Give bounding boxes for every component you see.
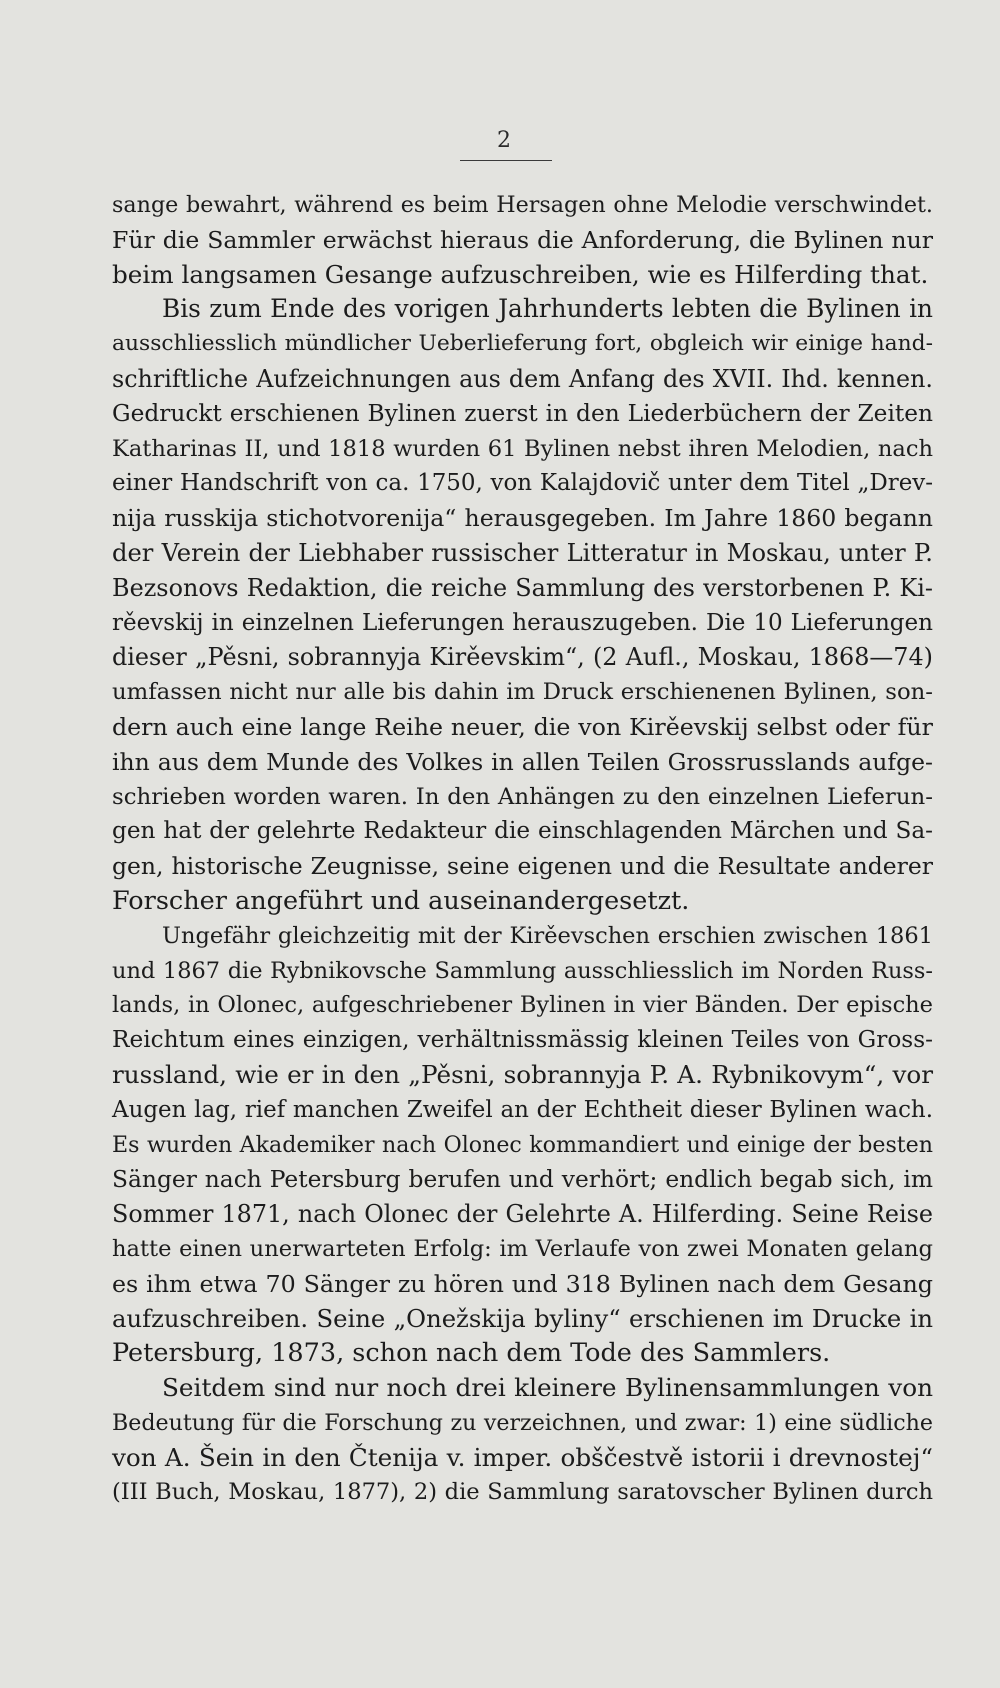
text-line: Katharinas II, und 1818 wurden 61 Bylinen nebst ihren Melodien, nach [112, 435, 933, 462]
text-line: ausschliesslich mündlicher Ueberlieferung fort, obgleich wir einige hand- [112, 331, 933, 357]
text-line: Sänger nach Petersburg berufen und verhört; endlich begab sich, im [112, 1165, 933, 1194]
text-line: aufzuschreiben. Seine „Onežskija byliny“ erschienen im Drucke in [112, 1303, 933, 1333]
text-line: gen hat der gelehrte Redakteur die einschlagenden Märchen und Sa- [112, 817, 933, 845]
text-line: Sommer 1871, nach Olonec der Gelehrte A. Hilferding. Seine Reise [112, 1200, 933, 1229]
text-line: Augen lag, rief manchen Zweifel an der Echtheit dieser Bylinen wach. [112, 1096, 933, 1123]
text-line: Bezsonovs Redaktion, die reiche Sammlung des verstorbenen P. Ki- [112, 573, 933, 602]
text-line: sange bewahrt, während es beim Hersagen ohne Melodie verschwindet. [112, 192, 933, 218]
text-line: gen, historische Zeugnisse, seine eigenen und die Resultate anderer [112, 852, 933, 881]
text-line: einer Handschrift von ca. 1750, von Kalajdovič unter dem Titel „Drev- [112, 470, 933, 497]
text-line: hatte einen unerwarteten Erfolg: im Verlaufe von zwei Monaten gelang [112, 1235, 933, 1262]
page-number-rule [460, 160, 552, 161]
text-line: ihn aus dem Munde des Volkes in allen Teilen Grossrusslands aufge- [112, 747, 933, 776]
text-line: und 1867 die Rybnikovsche Sammlung ausschliesslich im Norden Russ- [112, 957, 933, 984]
text-line: Seitdem sind nur noch drei kleinere Bylinensammlungen von [162, 1373, 933, 1403]
text-line: Bis zum Ende des vorigen Jahrhunderts lebten die Bylinen in [162, 294, 933, 324]
text-line: der Verein der Liebhaber russischer Litteratur in Moskau, unter P. [112, 538, 933, 567]
text-line: Reichtum eines einzigen, verhältnissmässig kleinen Teiles von Gross- [112, 1026, 933, 1054]
text-line: (III Buch, Moskau, 1877), 2) die Sammlung saratovscher Bylinen durch [112, 1479, 933, 1506]
text-line: nija russkija stichotvorenija“ herausgegeben. Im Jahre 1860 begann [112, 504, 933, 533]
text-line: rěevskij in einzelnen Lieferungen herauszugeben. Die 10 Lieferungen [112, 609, 933, 636]
text-line: Es wurden Akademiker nach Olonec kommandiert und einige der besten [112, 1131, 933, 1158]
text-line: dern auch eine lange Reihe neuer, die von Kirěevskij selbst oder für [112, 712, 933, 741]
text-line: umfassen nicht nur alle bis dahin im Druck erschienenen Bylinen, son- [112, 679, 933, 706]
text-line: beim langsamen Gesange aufzuschreiben, wie es Hilferding that. [112, 259, 929, 289]
text-line: es ihm etwa 70 Sänger zu hören und 318 Bylinen nach dem Gesang [112, 1269, 933, 1298]
text-line: Bedeutung für die Forschung zu verzeichnen, und zwar: 1) eine südliche [112, 1409, 933, 1436]
text-line: von A. Šein in den Čtenija v. imper. obščestvě istorii i drevnostej“ [112, 1442, 933, 1472]
text-line: lands, in Olonec, aufgeschriebener Bylinen in vier Bänden. Der epische [112, 992, 933, 1019]
text-line: schrieben worden waren. In den Anhängen zu den einzelnen Lieferun- [112, 783, 933, 810]
text-line: dieser „Pěsni, sobrannyja Kirěevskim“, (2 Aufl., Moskau, 1868—74) [112, 643, 933, 672]
text-line: Für die Sammler erwächst hieraus die Anforderung, die Bylinen nur [112, 225, 933, 254]
text-line: russland, wie er in den „Pěsni, sobrannyja P. A. Rybnikovym“, vor [112, 1059, 933, 1089]
text-line: Ungefähr gleichzeitig mit der Kirěevschen erschien zwischen 1861 [162, 922, 933, 949]
text-line: Gedruckt erschienen Bylinen zuerst in den Liederbüchern der Zeiten [112, 399, 933, 427]
text-line: schriftliche Aufzeichnungen aus dem Anfang des XVII. Ihd. kennen. [112, 364, 933, 393]
text-line: Forscher angeführt und auseinandergesetzt. [112, 885, 690, 916]
page-number: 2 [497, 128, 511, 153]
body-text [112, 188, 933, 1510]
text-line: Petersburg, 1873, schon nach dem Tode des Sammlers. [112, 1338, 831, 1369]
